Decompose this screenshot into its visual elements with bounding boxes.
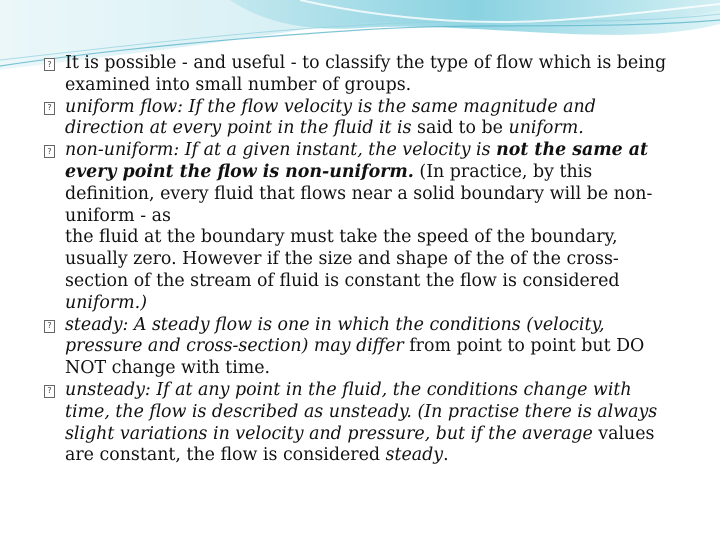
uniform-text: uniform flow: If the flow velocity is the same magnitude and direction at every point in the fluid it is bbox=[65, 96, 596, 139]
bullet-box-icon bbox=[44, 145, 55, 158]
bullet-box-icon bbox=[44, 320, 55, 333]
bullet-box-icon bbox=[44, 102, 55, 115]
bullet-item-non-uniform bbox=[44, 140, 674, 314]
bullet-item-uniform bbox=[44, 97, 674, 141]
intro-text: It is possible - and useful - to classify the type of flow which is being examined into small number of groups. bbox=[65, 53, 667, 95]
final-period: . bbox=[443, 445, 449, 466]
unsteady-text-plain: values are constant, the flow is considered bbox=[65, 423, 655, 466]
unsteady-text: unsteady: If at any point in the fluid, the conditions change with time, the flow is described as unsteady. (In practise there is always slight variations in velocity and pressure, but if the average bbox=[65, 379, 658, 444]
bullet-item-steady bbox=[44, 315, 674, 380]
steady-text-plain: from point to point but DO NOT change with time. bbox=[65, 336, 645, 379]
steady-term: steady bbox=[385, 445, 444, 466]
uniform-text-plain: said to be bbox=[417, 118, 509, 139]
bullet-box-icon bbox=[44, 385, 55, 398]
uniform-term: uniform. bbox=[508, 118, 584, 139]
non-uniform-emphasis: not the same at every point the flow is non-uniform. bbox=[65, 140, 649, 182]
non-uniform-practice: (In practice, by this definition, every fluid that flows near a solid boundary will be non-uniform - as bbox=[65, 161, 653, 226]
bullet-item-intro bbox=[44, 53, 674, 97]
bullet-item-unsteady bbox=[44, 380, 674, 467]
bullet-list bbox=[44, 53, 674, 467]
steady-text: steady: A steady flow is one in which the conditions (velocity, pressure and cross-section) may differ bbox=[65, 314, 605, 357]
bullet-box-icon bbox=[44, 58, 55, 71]
non-uniform-boundary: the fluid at the boundary must take the speed of the boundary, usually zero. However if the size and shape of the of the cross-section of the stream of fluid is constant the flow is considered bbox=[65, 227, 620, 291]
non-uniform-text: non-uniform: If at a given instant, the velocity is bbox=[65, 140, 497, 161]
non-uniform-uniform-term: uniform.) bbox=[65, 292, 147, 313]
